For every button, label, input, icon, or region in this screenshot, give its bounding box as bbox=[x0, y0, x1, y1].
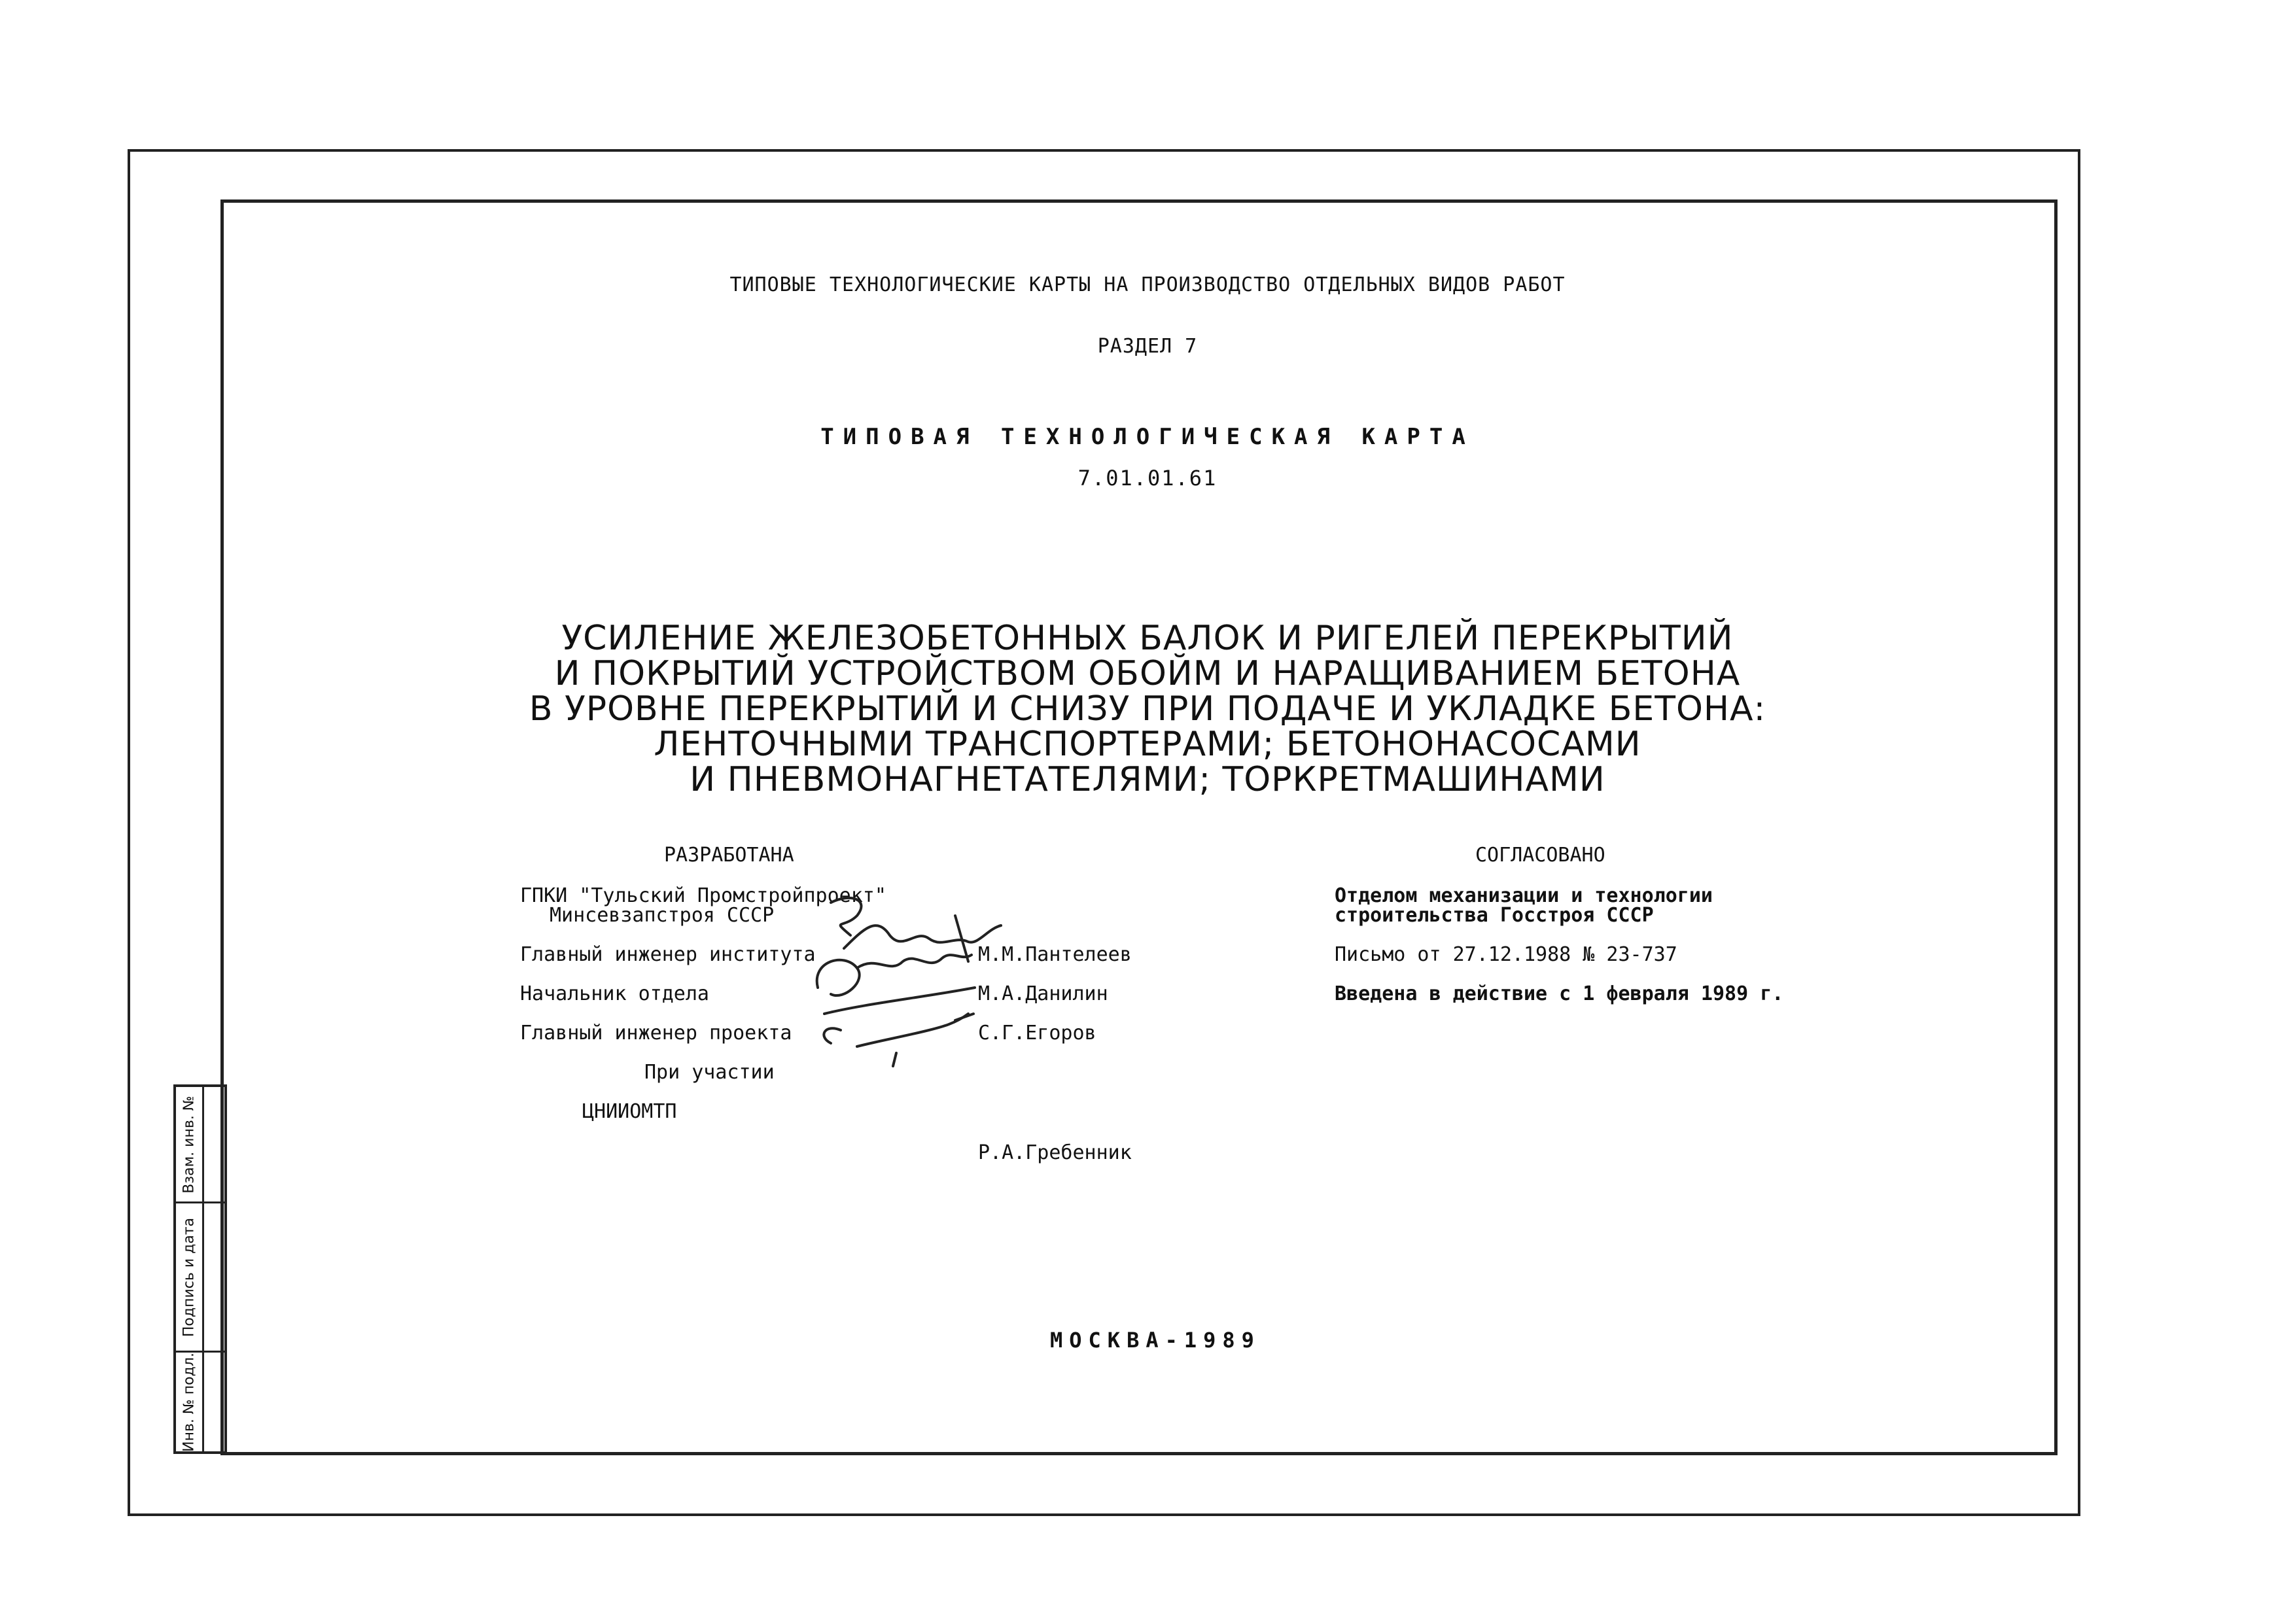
name-chief-project-engineer: С.Г.Егоров bbox=[978, 1022, 1096, 1045]
inner-frame bbox=[220, 199, 2058, 1455]
approval-letter: Письмо от 27.12.1988 № 23-737 bbox=[1335, 943, 1677, 966]
doc-code: 7.01.01.61 bbox=[1077, 466, 1218, 491]
handwritten-signatures bbox=[805, 890, 1014, 1073]
developer-org-line-2: Минсевзапстроя СССР bbox=[550, 904, 775, 927]
stamp-labels-column bbox=[176, 1087, 204, 1451]
role-chief-project-engineer: Главный инженер проекта bbox=[520, 1022, 792, 1045]
stamp-value-cell bbox=[204, 1087, 224, 1203]
main-title-line-2: И ПОКРЫТИЙ УСТРОЙСТВОМ ОБОЙМ И НАРАЩИВАНИЕМ БЕТОНА bbox=[554, 654, 1741, 693]
stamp-values-column bbox=[204, 1087, 224, 1451]
stamp-cell-original-inv bbox=[176, 1353, 202, 1451]
effective-date: Введена в действие с 1 февраля 1989 г. bbox=[1335, 982, 1784, 1005]
participant-name: Р.А.Гребенник bbox=[978, 1141, 1132, 1164]
stamp-value-cell bbox=[204, 1353, 224, 1451]
approver-org-line-1: Отделом механизации и технологии bbox=[1335, 884, 1713, 907]
stamp-cell-signature-date bbox=[176, 1203, 202, 1353]
approved-heading: СОГЛАСОВАНО bbox=[1475, 844, 1605, 867]
role-chief-engineer-institute: Главный инженер института bbox=[520, 943, 816, 966]
series-title: ТИПОВЫЕ ТЕХНОЛОГИЧЕСКИЕ КАРТЫ НА ПРОИЗВОДСТВО ОТДЕЛЬНЫХ ВИДОВ РАБОТ bbox=[729, 273, 1566, 296]
developed-heading: РАЗРАБОТАНА bbox=[664, 844, 794, 867]
name-department-head: М.А.Данилин bbox=[978, 982, 1108, 1005]
side-stamp bbox=[173, 1084, 227, 1454]
name-chief-engineer-institute: М.М.Пантелеев bbox=[978, 943, 1132, 966]
main-title-line-3: В УРОВНЕ ПЕРЕКРЫТИЙ И СНИЗУ ПРИ ПОДАЧЕ И УКЛАДКЕ БЕТОНА: bbox=[529, 689, 1766, 729]
main-title-line-4: ЛЕНТОЧНЫМИ ТРАНСПОРТЕРАМИ; БЕТОНОНАСОСАМИ bbox=[654, 725, 1641, 764]
stamp-label-replaced-inv: Взам. инв. № bbox=[181, 1095, 198, 1194]
approver-org-line-2: строительства Госстроя СССР bbox=[1335, 904, 1654, 927]
developer-org-line-1: ГПКИ "Тульский Промстройпроект" bbox=[520, 884, 886, 907]
stamp-cell-replaced-inv bbox=[176, 1087, 202, 1203]
section-label: РАЗДЕЛ 7 bbox=[1097, 335, 1198, 358]
main-title-line-1: УСИЛЕНИЕ ЖЕЛЕЗОБЕТОННЫХ БАЛОК И РИГЕЛЕЙ ПЕРЕКРЫТИЙ bbox=[561, 619, 1734, 658]
main-title-line-5: И ПНЕВМОНАГНЕТАТЕЛЯМИ; ТОРКРЕТМАШИНАМИ bbox=[690, 760, 1605, 799]
stamp-label-signature-date: Подпись и дата bbox=[181, 1217, 198, 1337]
participation-label: При участии bbox=[644, 1061, 775, 1084]
participant-org: ЦНИИОМТП bbox=[582, 1100, 677, 1123]
role-department-head: Начальник отдела bbox=[520, 982, 709, 1005]
stamp-label-original-inv: Инв. № подл. bbox=[181, 1352, 198, 1452]
city-year: МОСКВА-1989 bbox=[1050, 1328, 1261, 1353]
stamp-value-cell bbox=[204, 1203, 224, 1353]
doc-type: ТИПОВАЯ ТЕХНОЛОГИЧЕСКАЯ КАРТА bbox=[820, 424, 1475, 450]
